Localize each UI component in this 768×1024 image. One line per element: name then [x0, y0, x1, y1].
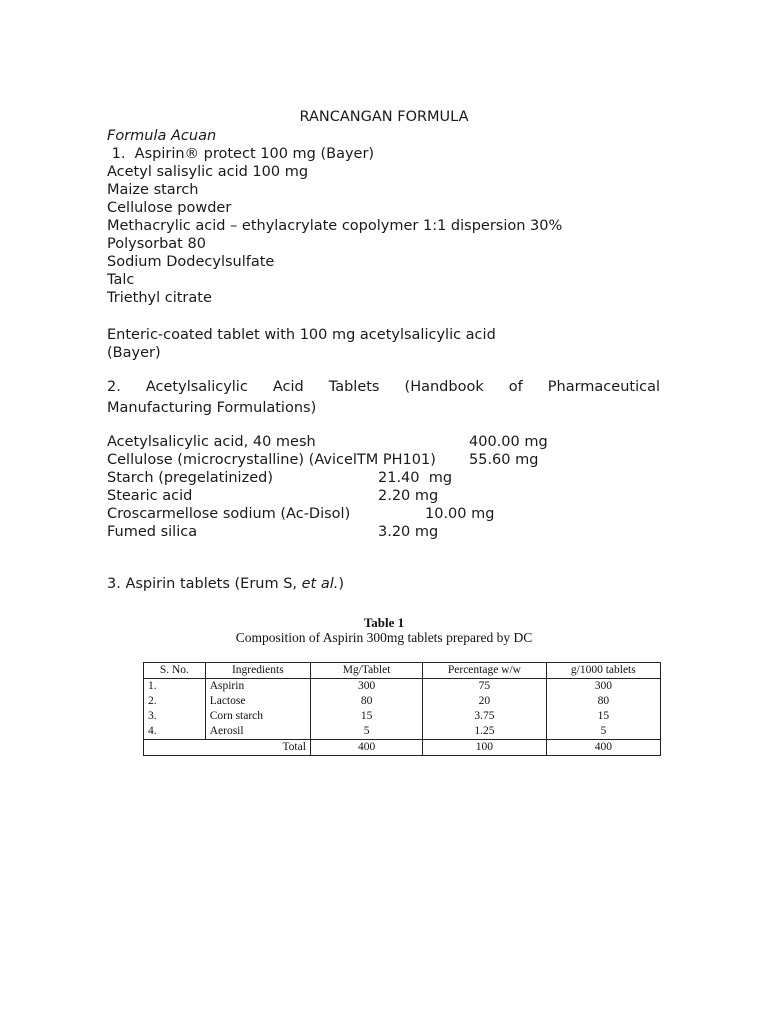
ref2-heading-word: Acid	[272, 379, 304, 395]
table-row	[144, 709, 661, 724]
ref1-ingredient: Cellulose powder	[107, 200, 232, 216]
total-g: 400	[546, 740, 660, 756]
ref3-heading-suffix: )	[338, 576, 345, 592]
table-cell: 75	[423, 679, 546, 695]
table-cell: 1.	[144, 679, 206, 695]
ref3-heading-prefix: 3. Aspirin tablets (Erum S,	[107, 576, 302, 592]
ref3-heading-italic: et al.	[301, 576, 339, 592]
ref2-heading	[107, 378, 660, 396]
ref2-ingredient-amount: 3.20 mg	[378, 524, 439, 540]
table-row	[144, 724, 661, 740]
ref1-ingredient: Maize starch	[107, 182, 199, 198]
ref1-ingredient: Sodium Dodecylsulfate	[107, 254, 275, 270]
table-cell: 300	[310, 679, 422, 695]
table-cell: Corn starch	[205, 709, 310, 724]
page-title: RANCANGAN FORMULA	[299, 109, 469, 125]
column-header: Ingredients	[205, 663, 310, 679]
total-mg: 400	[310, 740, 422, 756]
table-label: Table 1	[363, 615, 405, 630]
ref2-ingredient-amount: 10.00 mg	[425, 506, 495, 522]
ref2-ingredient-amount: 400.00 mg	[469, 434, 548, 450]
ref2-heading-word: 2.	[107, 379, 121, 395]
ref2-ingredient-name: Stearic acid	[107, 488, 193, 504]
table-total-row	[144, 740, 661, 756]
table-cell: Lactose	[205, 694, 310, 709]
table-row	[144, 679, 661, 695]
ref3-heading	[107, 575, 344, 593]
table-cell: 20	[423, 694, 546, 709]
table-cell: 80	[546, 694, 660, 709]
column-header: g/1000 tablets	[546, 663, 660, 679]
section-label: Formula Acuan	[107, 128, 217, 144]
ref2-heading-word: (Handbook	[404, 379, 484, 395]
ref1-ingredient: Triethyl citrate	[107, 290, 212, 306]
table-cell: 15	[310, 709, 422, 724]
ref1-ingredient: Acetyl salisylic acid 100 mg	[107, 164, 309, 180]
ref2-ingredient-amount: 2.20 mg	[378, 488, 439, 504]
table-cell: 1.25	[423, 724, 546, 740]
ref2-ingredient-name: Cellulose (microcrystalline) (AvicelTM PH101)	[107, 452, 436, 468]
column-header: Mg/Tablet	[310, 663, 422, 679]
column-header: S. No.	[144, 663, 206, 679]
table-row	[144, 694, 661, 709]
ref1-ingredient: Methacrylic acid – ethylacrylate copolymer 1:1 dispersion 30%	[107, 218, 563, 234]
ref1-ingredient: Talc	[107, 272, 135, 288]
ref1-heading: 1. Aspirin® protect 100 mg (Bayer)	[107, 146, 375, 162]
ref2-heading-word: of	[508, 379, 523, 395]
table-cell: Aspirin	[205, 679, 310, 695]
table-header-row	[144, 663, 661, 679]
table-cell: Aerosil	[205, 724, 310, 740]
table-cell: 2.	[144, 694, 206, 709]
ref2-ingredient-amount: 21.40 mg	[378, 470, 453, 486]
ref2-heading-word: Pharmaceutical	[547, 379, 660, 395]
table-cell: 5	[310, 724, 422, 740]
ref1-note: Enteric-coated tablet with 100 mg acetylsalicylic acid	[107, 327, 496, 343]
table-cell: 3.75	[423, 709, 546, 724]
ref2-heading-line2: Manufacturing Formulations)	[107, 400, 317, 416]
table-cell: 5	[546, 724, 660, 740]
table-cell: 3.	[144, 709, 206, 724]
table-caption: Composition of Aspirin 300mg tablets prepared by DC	[235, 630, 533, 645]
column-header: Percentage w/w	[423, 663, 546, 679]
ref2-ingredient-amount: 55.60 mg	[469, 452, 539, 468]
ref2-heading-word: Tablets	[328, 379, 380, 395]
ref1-note: (Bayer)	[107, 345, 161, 361]
total-pct: 100	[423, 740, 546, 756]
ref2-heading-word: Acetylsalicylic	[145, 379, 248, 395]
ref2-ingredient-name: Fumed silica	[107, 524, 198, 540]
composition-table	[143, 662, 661, 756]
ref2-ingredient-name: Croscarmellose sodium (Ac-Disol)	[107, 506, 351, 522]
ref2-ingredient-name: Starch (pregelatinized)	[107, 470, 273, 486]
table-cell: 300	[546, 679, 660, 695]
total-label: Total	[144, 740, 311, 756]
ref2-ingredient-name: Acetylsalicylic acid, 40 mesh	[107, 434, 316, 450]
table-cell: 15	[546, 709, 660, 724]
table-cell: 80	[310, 694, 422, 709]
ref1-ingredient: Polysorbat 80	[107, 236, 206, 252]
table-cell: 4.	[144, 724, 206, 740]
